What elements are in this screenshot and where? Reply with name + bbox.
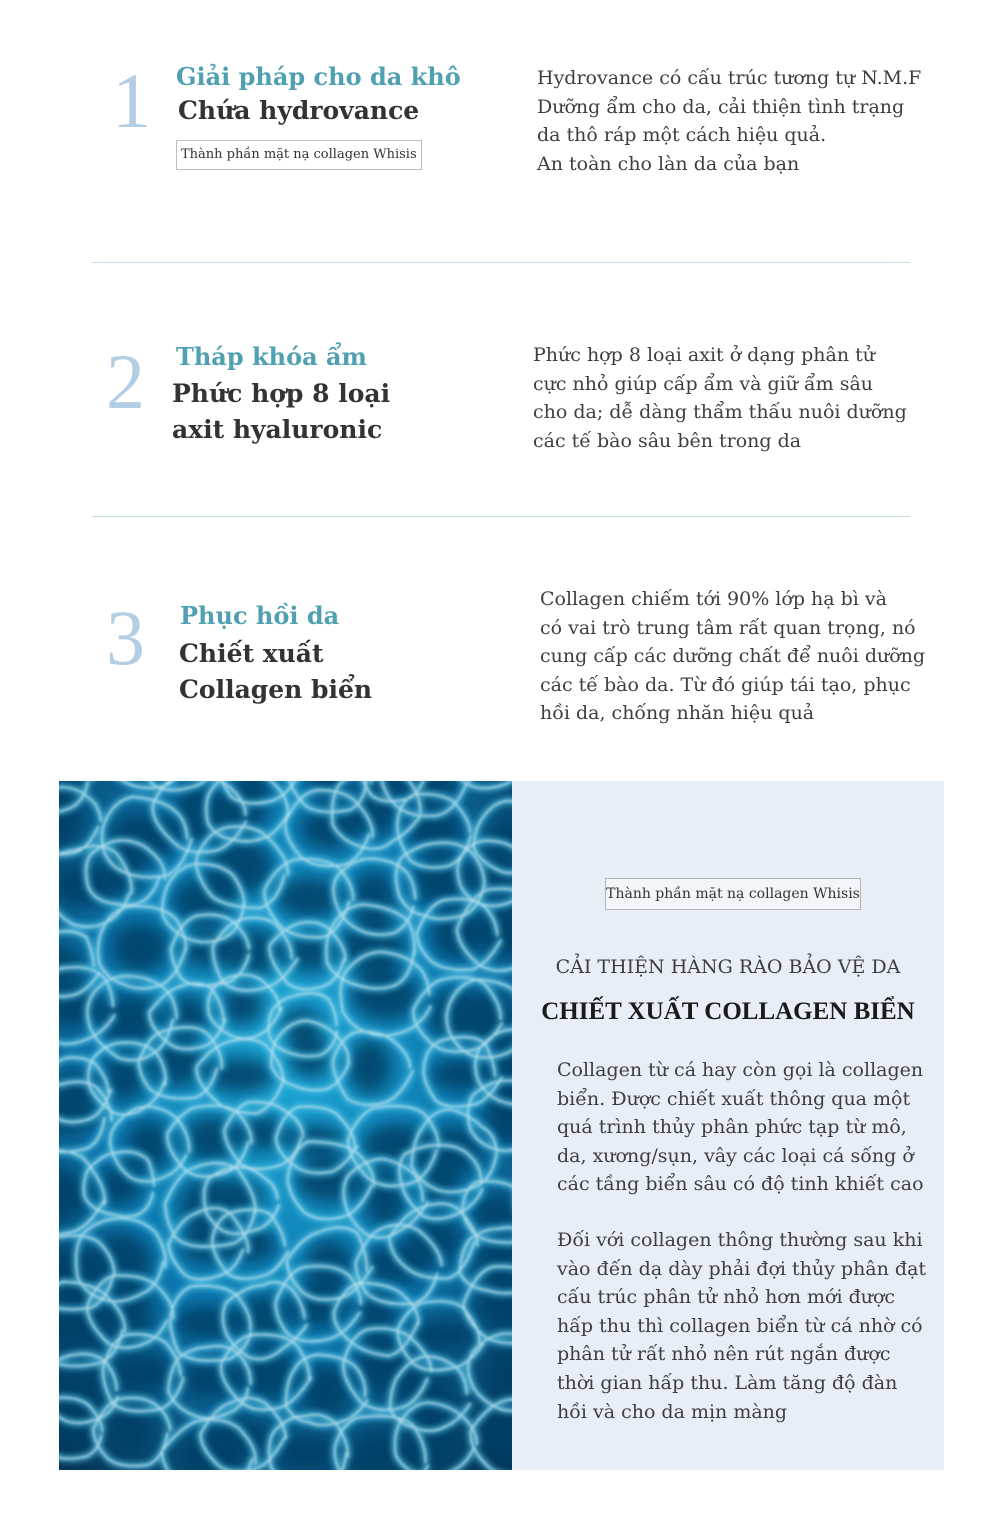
feature-description-line: Dưỡng ẩm cho da, cải thiện tình trạng bbox=[537, 95, 905, 118]
ingredient-tag: Thành phần mặt nạ collagen Whisis bbox=[605, 878, 861, 910]
feature-title: Tháp khóa ẩm bbox=[176, 342, 367, 371]
feature-description bbox=[533, 341, 907, 455]
feature-subtitle bbox=[172, 376, 390, 448]
feature-description-line: cung cấp các dưỡng chất để nuôi dưỡng bbox=[540, 645, 926, 668]
feature-section-3 bbox=[0, 517, 1000, 777]
feature-title: Phục hồi da bbox=[180, 601, 340, 630]
paragraph-line: biển. Được chiết xuất thông qua một bbox=[557, 1087, 911, 1110]
banner-paragraph-2 bbox=[557, 1226, 926, 1426]
ingredient-tag: Thành phần mặt nạ collagen Whisis bbox=[176, 140, 422, 170]
paragraph-line: vào đến dạ dày phải đợi thủy phân đạt bbox=[557, 1257, 927, 1280]
feature-description-line: da thô ráp một cách hiệu quả. bbox=[537, 124, 827, 147]
feature-description-line: Collagen chiếm tới 90% lớp hạ bì và bbox=[540, 588, 887, 610]
banner-kicker: CẢI THIỆN HÀNG RÀO BẢO VỆ DA bbox=[555, 956, 901, 978]
feature-description bbox=[540, 585, 925, 728]
banner-text-panel bbox=[512, 781, 944, 1470]
paragraph-line: hấp thu thì collagen biển từ cá nhờ có bbox=[557, 1314, 923, 1337]
feature-subtitle bbox=[178, 93, 419, 129]
paragraph-line: hồi và cho da mịn màng bbox=[557, 1400, 788, 1423]
feature-subtitle-line: Chiết xuất bbox=[179, 639, 324, 668]
feature-number: 1 bbox=[112, 57, 151, 144]
feature-subtitle-line: axit hyaluronic bbox=[172, 415, 383, 444]
paragraph-line: phân tử rất nhỏ nên rút ngắn được bbox=[557, 1343, 891, 1366]
banner-title: CHIẾT XUẤT COLLAGEN BIỂN bbox=[541, 998, 915, 1025]
collagen-banner bbox=[59, 781, 944, 1470]
feature-section-2 bbox=[0, 263, 1000, 516]
water-caustics-icon bbox=[59, 781, 512, 1470]
feature-title: Giải pháp cho da khô bbox=[176, 62, 461, 91]
feature-description-line: cực nhỏ giúp cấp ẩm và giữ ẩm sâu bbox=[533, 372, 874, 395]
feature-number: 3 bbox=[106, 594, 145, 681]
banner-paragraph-1 bbox=[557, 1056, 924, 1199]
feature-subtitle-line: Collagen biển bbox=[179, 675, 373, 704]
feature-description-line: các tế bào da. Từ đó giúp tái tạo, phục bbox=[540, 673, 911, 696]
feature-description-line: An toàn cho làn da của bạn bbox=[537, 152, 800, 175]
paragraph-line: các tầng biển sâu có độ tinh khiết cao bbox=[557, 1173, 924, 1196]
feature-description-line: các tế bào sâu bên trong da bbox=[533, 429, 802, 452]
feature-description-line: hồi da, chống nhăn hiệu quả bbox=[540, 702, 815, 725]
paragraph-line: cấu trúc phân tử nhỏ hơn mới được bbox=[557, 1286, 896, 1309]
paragraph-line: Đối với collagen thông thường sau khi bbox=[557, 1229, 923, 1251]
feature-subtitle bbox=[179, 636, 372, 708]
paragraph-line: Collagen từ cá hay còn gọi là collagen bbox=[557, 1059, 924, 1081]
feature-description-line: Phức hợp 8 loại axit ở dạng phân tử bbox=[533, 344, 875, 366]
feature-description-line: có vai trò trung tâm rất quan trọng, nó bbox=[540, 616, 916, 639]
feature-description-line: cho da; dễ dàng thẩm thấu nuôi dưỡng bbox=[533, 401, 907, 424]
feature-subtitle-line: Chứa hydrovance bbox=[178, 96, 420, 125]
feature-number: 2 bbox=[106, 338, 145, 425]
feature-description-line: Hydrovance có cấu trúc tương tự N.M.F bbox=[537, 67, 922, 89]
water-caustics-image bbox=[59, 781, 512, 1470]
paragraph-line: thời gian hấp thu. Làm tăng độ đàn bbox=[557, 1371, 898, 1394]
feature-subtitle-line: Phức hợp 8 loại bbox=[172, 379, 391, 408]
feature-section-1 bbox=[0, 0, 1000, 260]
paragraph-line: da, xương/sụn, vây các loại cá sống ở bbox=[557, 1144, 914, 1167]
paragraph-line: quá trình thủy phân phức tạp từ mô, bbox=[557, 1116, 907, 1139]
feature-description bbox=[537, 64, 921, 178]
